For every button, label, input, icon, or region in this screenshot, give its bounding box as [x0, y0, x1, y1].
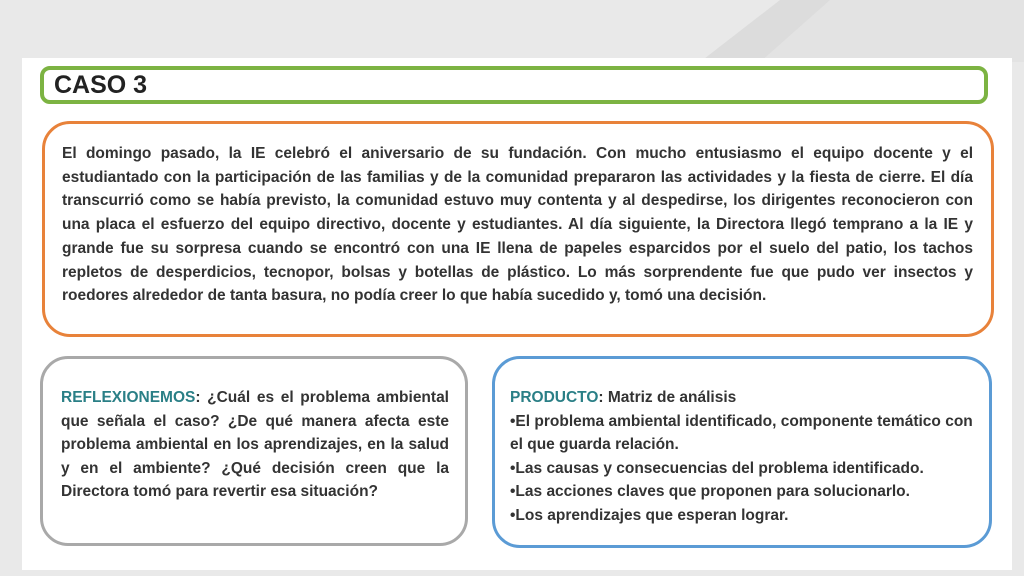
product-label: PRODUCTO	[510, 389, 599, 406]
product-box	[492, 356, 992, 548]
product-heading	[510, 386, 973, 410]
reflection-text: : ¿Cuál es el problema ambiental que señala el caso? ¿De qué manera afecta este problema ambiental en los aprendizajes, en la salud y en el ambiente? ¿Qué decisión creen que la Directora tomó para revertir esa situación?	[61, 389, 449, 500]
product-title: : Matriz de análisis	[598, 389, 737, 406]
case-text: El domingo pasado, la IE celebró el aniversario de su fundación. Con mucho entusiasmo el equipo docente y el estudiantado con la participación de las familias y de la comunidad prepararon las actividades y la fiesta de cierre. El día transcurrió como se había previsto, la comunidad estuvo muy contenta y al despedirse, los dirigentes reconocieron con una placa el esfuerzo del equipo directivo, docente y estudiantes. Al día siguiente, la Directora llegó temprano a la IE y grande fue su sorpresa cuando se encontró con una IE llena de papeles esparcidos por el suelo del patio, los tachos repletos de desperdicios, tecnopor, bolsas y botellas de plástico. Lo más sorprendente fue que pudo ver insectos y roedores alrededor de tanta basura, no podía creer lo que había sucedido y, tomó una decisión.	[62, 145, 973, 305]
list-item: •Las causas y consecuencias del problema identificado.	[510, 459, 924, 477]
product-list	[510, 410, 973, 528]
reflection-box	[40, 356, 468, 546]
title-bar	[40, 66, 988, 104]
reflection-paragraph	[61, 386, 449, 504]
background-decoration	[0, 0, 1024, 62]
case-box	[42, 121, 994, 337]
page-title: CASO 3	[54, 70, 148, 99]
reflection-label: REFLEXIONEMOS	[61, 389, 196, 406]
list-item: •Las acciones claves que proponen para solucionarlo.	[510, 483, 910, 500]
list-item: •El problema ambiental identificado, componente temático con el que guarda relación.	[510, 412, 973, 453]
list-item: •Los aprendizajes que esperan lograr.	[510, 506, 789, 524]
